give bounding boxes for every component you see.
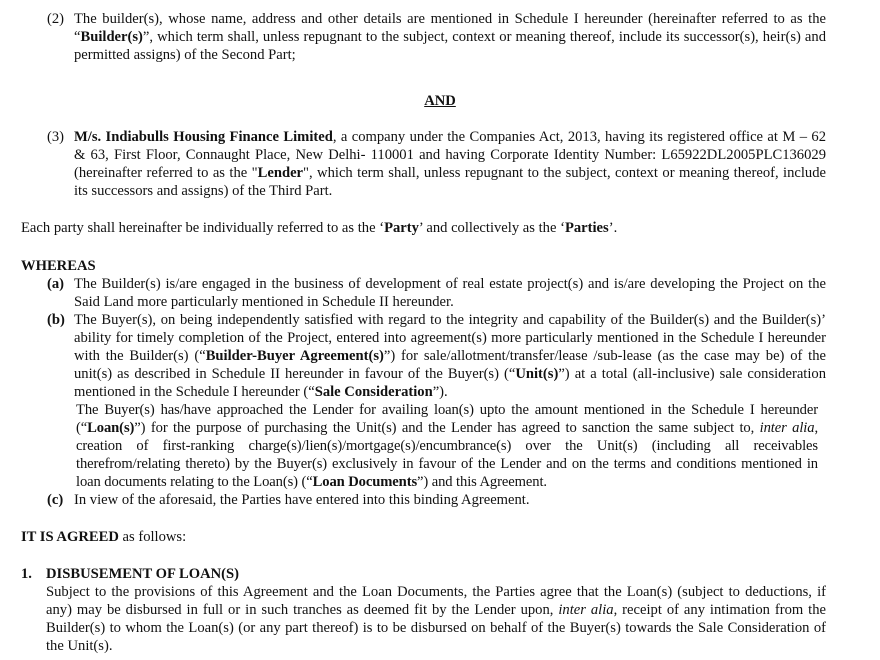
recital-b bbox=[0, 311, 880, 401]
recital-b-continuation bbox=[0, 401, 880, 491]
section-1-title: DISBUSEMENT OF LOAN(S) bbox=[46, 566, 239, 582]
recital-c-label: (c) bbox=[47, 492, 64, 508]
and-heading: AND bbox=[424, 93, 456, 109]
recital-c bbox=[0, 491, 880, 509]
recital-b-label: (b) bbox=[47, 312, 65, 328]
recital-b-text: The Buyer(s), on being independently satisfied with regard to the integrity and capability of the Builder(s) and the Builder(s)’ ability for timely completion of the Project, entered into agreement(s) more particularly mentioned in the Schedule I hereunder with the Builder(s) (“Builder-Buyer Agreement(s)”) for sale/allotment/transfer/lease /sub-lease (as the case may be) of the unit(s) as described in Schedule II hereunder in favour of the Buyer(s) (“Unit(s)”) at a total (all-inclusive) sale consideration mentioned in the Schedule I hereunder (“Sale Consideration”). bbox=[74, 312, 826, 400]
agreed-line: IT IS AGREED as follows: bbox=[21, 529, 187, 545]
lender-company-name: M/s. Indiabulls Housing Finance Limited bbox=[74, 129, 333, 145]
clause-3-text: M/s. Indiabulls Housing Finance Limited, a company under the Companies Act, 2013, having its registered office at M – 62 & 63, First Floor, Connaught Place, New Delhi- 110001 and having Corporate Identity Number: L65922DL2005PLC136029 (hereinafter referred to as the "Lender", which term shall, unless repugnant to the subject, context or meaning thereof, include its successors and assigns) of the Third Part. bbox=[74, 129, 826, 199]
clause-2-text: The builder(s), whose name, address and other details are mentioned in Schedule I hereunder (hereinafter referred to as the “Builder(s)”, which term shall, unless repugnant to the subject, context or meaning thereof, include its successor(s), heir(s) and permitted assigns) of the Second Part; bbox=[74, 11, 826, 63]
recital-a-label: (a) bbox=[47, 276, 65, 292]
clause-2-number: (2) bbox=[47, 11, 65, 27]
section-1-number: 1. bbox=[21, 566, 32, 582]
recital-c-text: In view of the aforesaid, the Parties have entered into this binding Agreement. bbox=[74, 492, 530, 508]
recital-b-continuation-text: The Buyer(s) has/have approached the Lender for availing loan(s) upto the amount mentioned in the Schedule I hereunder (“Loan(s)”) for the purpose of purchasing the Unit(s) and the Lender has agreed to sanction the same subject to, inter alia, creation of first-ranking charge(s)/lien(s)/mortgage(s)/encumbrance(s) over the Unit(s) (including all receivables therefrom/relating thereto) by the Buyer(s) exclusively in favour of the Lender and on the terms and conditions mentioned in loan documents relating to the Loan(s) (“Loan Documents”) and this Agreement. bbox=[76, 402, 818, 490]
whereas-heading: WHEREAS bbox=[21, 258, 96, 274]
parties-paragraph bbox=[0, 219, 880, 237]
section-1-text: Subject to the provisions of this Agreement and the Loan Documents, the Parties agree that the Loan(s) (subject to deductions, if any) may be disbursed in full or in such tranches as deemed fit by the Lender upon, inter alia, receipt of any intimation from the Builder(s) to whom the Loan(s) (or any part thereof) is to be disbursed on behalf of the Buyer(s) towards the Sale Consideration of the Unit(s). bbox=[46, 584, 827, 654]
builder-defined-term: Builder(s) bbox=[80, 29, 143, 45]
clause-3-number: (3) bbox=[47, 129, 65, 145]
recital-a bbox=[0, 275, 880, 311]
clause-3 bbox=[0, 128, 880, 200]
recital-a-text: The Builder(s) is/are engaged in the business of development of real estate project(s) and is/are developing the Project on the Said Land more particularly mentioned in Schedule II hereunder. bbox=[74, 276, 826, 310]
clause-2 bbox=[0, 10, 880, 64]
parties-text: Each party shall hereinafter be individually referred to as the ‘Party’ and collectively as the ‘Parties’. bbox=[21, 220, 618, 236]
section-1-body bbox=[0, 583, 880, 655]
lender-defined-term: Lender bbox=[257, 165, 304, 181]
